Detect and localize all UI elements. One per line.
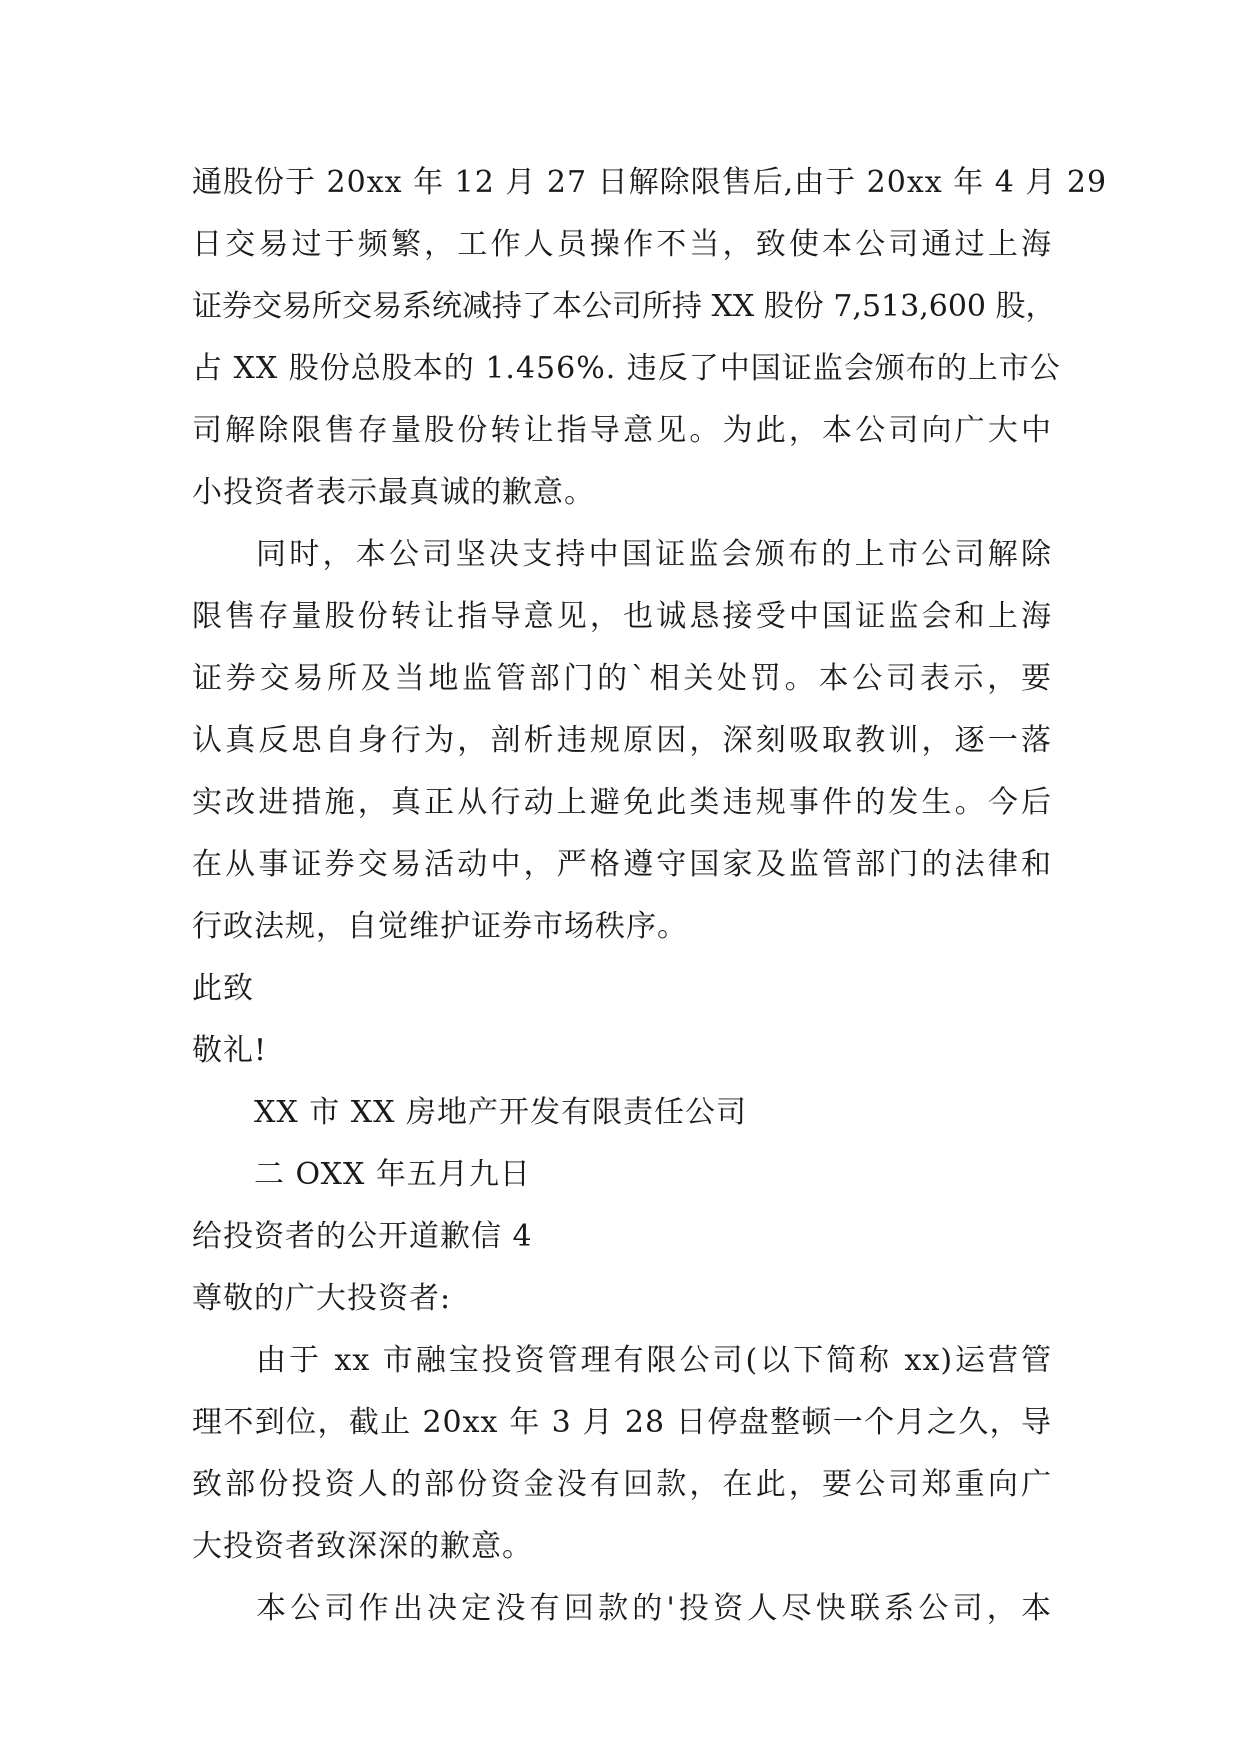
paragraph-line: 通股份于 20xx 年 12 月 27 日解除限售后,由于 20xx 年 4 月 29 bbox=[192, 165, 1108, 200]
paragraph-line: 大投资者致深深的歉意。 bbox=[192, 1529, 533, 1564]
paragraph-line: 理不到位，截止 20xx 年 3 月 28 日停盘整顿一个月之久，导 bbox=[192, 1405, 1052, 1440]
paragraph-line: 占 XX 股份总股本的 1.456%. 违反了中国证监会颁布的上市公 bbox=[192, 351, 1061, 386]
paragraph-line: 在从事证券交易活动中，严格遵守国家及监管部门的法律和 bbox=[192, 847, 1052, 882]
salutation: 尊敬的广大投资者: bbox=[192, 1281, 452, 1316]
paragraph-line: 同时，本公司坚决支持中国证监会颁布的上市公司解除 bbox=[256, 537, 1052, 572]
signature-date: 二 OXX 年五月九日 bbox=[254, 1157, 531, 1192]
closing-line: 敬礼! bbox=[192, 1033, 268, 1068]
paragraph-line: 司解除限售存量股份转让指导意见。为此，本公司向广大中 bbox=[192, 413, 1052, 448]
paragraph-line: 小投资者表示最真诚的歉意。 bbox=[192, 475, 595, 510]
closing-line: 此致 bbox=[192, 971, 254, 1006]
paragraph-line: 证券交易所交易系统减持了本公司所持 XX 股份 7,513,600 股， bbox=[192, 289, 1056, 324]
paragraph-line: 致部份投资人的部份资金没有回款，在此，要公司郑重向广 bbox=[192, 1467, 1052, 1502]
paragraph-line: 证券交易所及当地监管部门的`相关处罚。本公司表示，要 bbox=[192, 661, 1052, 696]
paragraph-line: 行政法规，自觉维护证券市场秩序。 bbox=[192, 909, 688, 944]
paragraph-line: 限售存量股份转让指导意见，也诚恳接受中国证监会和上海 bbox=[192, 599, 1052, 634]
paragraph-line: 实改进措施，真正从行动上避免此类违规事件的发生。今后 bbox=[192, 785, 1052, 820]
paragraph-line: 本公司作出决定没有回款的'投资人尽快联系公司，本 bbox=[256, 1591, 1052, 1626]
letter-title: 给投资者的公开道歉信 4 bbox=[192, 1219, 533, 1254]
signature-company: XX 市 XX 房地产开发有限责任公司 bbox=[254, 1095, 748, 1130]
paragraph-line: 由于 xx 市融宝投资管理有限公司(以下简称 xx)运营管 bbox=[256, 1343, 1052, 1378]
document-page bbox=[192, 152, 1108, 1640]
paragraph-line: 认真反思自身行为，剖析违规原因，深刻吸取教训，逐一落 bbox=[192, 723, 1052, 758]
paragraph-line: 日交易过于频繁，工作人员操作不当，致使本公司通过上海 bbox=[192, 227, 1052, 262]
